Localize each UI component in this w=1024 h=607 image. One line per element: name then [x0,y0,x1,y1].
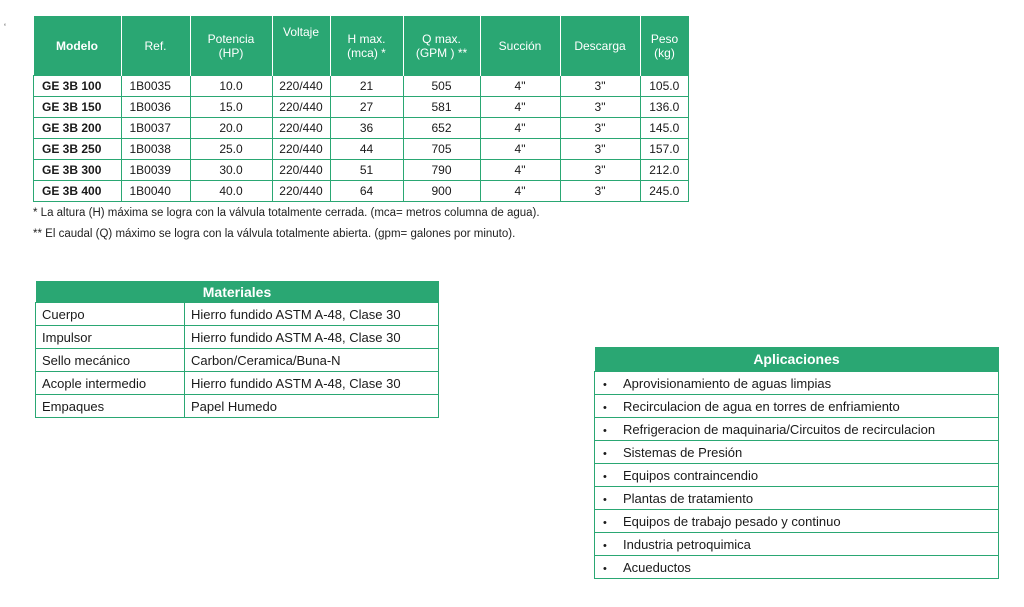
cell-ref: 1B0040 [121,181,190,202]
material-spec: Hierro fundido ASTM A-48, Clase 30 [185,372,439,395]
header-modelo: Modelo [34,16,122,76]
bullet-icon: • [603,562,607,575]
cell-descarga: 3" [560,118,640,139]
stray-mark: ‘ [4,22,6,32]
cell-q-max: 505 [403,76,480,97]
cell-h-max: 44 [330,139,403,160]
application-label: Equipos de trabajo pesado y continuo [623,513,841,529]
cell-peso: 136.0 [640,97,689,118]
material-part: Cuerpo [36,303,185,326]
cell-voltaje: 220/440 [272,139,330,160]
list-item [595,533,999,556]
cell-ref: 1B0039 [121,160,190,181]
cell-potencia: 10.0 [190,76,272,97]
cell-potencia: 25.0 [190,139,272,160]
application-label: Equipos contraincendio [623,467,759,483]
table-row [36,395,439,418]
cell-potencia: 40.0 [190,181,272,202]
cell-voltaje: 220/440 [272,181,330,202]
list-item [595,395,999,418]
table-row [34,139,689,160]
header-succion: Succión [480,16,560,76]
header-voltaje: Voltaje [272,16,330,76]
cell-potencia: 30.0 [190,160,272,181]
application-label: Refrigeracion de maquinaria/Circuitos de recirculacion [623,421,936,437]
header-descarga: Descarga [560,16,640,76]
cell-modelo: GE 3B 200 [34,118,122,139]
cell-descarga: 3" [560,139,640,160]
cell-voltaje: 220/440 [272,97,330,118]
applications-title: Aplicaciones [595,347,999,372]
table-row [36,372,439,395]
cell-peso: 212.0 [640,160,689,181]
header-h-max: H max. (mca) * [330,16,403,76]
bullet-icon: • [603,516,607,529]
material-spec: Papel Humedo [185,395,439,418]
list-item [595,487,999,510]
cell-h-max: 51 [330,160,403,181]
cell-q-max: 652 [403,118,480,139]
cell-h-max: 27 [330,97,403,118]
cell-ref: 1B0038 [121,139,190,160]
header-ref: Ref. [121,16,190,76]
cell-q-max: 790 [403,160,480,181]
cell-succion: 4" [480,76,560,97]
application-label: Aprovisionamiento de aguas limpias [623,375,832,391]
cell-voltaje: 220/440 [272,76,330,97]
table-row [36,326,439,349]
cell-modelo: GE 3B 150 [34,97,122,118]
bullet-icon: • [603,447,607,460]
table-row [34,181,689,202]
cell-peso: 145.0 [640,118,689,139]
cell-modelo: GE 3B 250 [34,139,122,160]
table-row [34,97,689,118]
header-potencia: Potencia (HP) [190,16,272,76]
material-part: Empaques [36,395,185,418]
cell-modelo: GE 3B 100 [34,76,122,97]
table-row [36,349,439,372]
footnote-q: ** El caudal (Q) máximo se logra con la válvula totalmente abierta. (gpm= galones por minuto). [33,228,516,240]
cell-voltaje: 220/440 [272,160,330,181]
materials-title: Materiales [36,281,439,303]
cell-ref: 1B0036 [121,97,190,118]
cell-descarga: 3" [560,97,640,118]
cell-peso: 105.0 [640,76,689,97]
cell-peso: 157.0 [640,139,689,160]
material-part: Sello mecánico [36,349,185,372]
bullet-icon: • [603,401,607,414]
cell-succion: 4" [480,97,560,118]
table-row [34,118,689,139]
cell-descarga: 3" [560,76,640,97]
bullet-icon: • [603,424,607,437]
cell-potencia: 20.0 [190,118,272,139]
specs-table [33,16,689,202]
bullet-icon: • [603,378,607,391]
list-item [595,464,999,487]
application-label: Industria petroquimica [623,536,751,552]
material-spec: Hierro fundido ASTM A-48, Clase 30 [185,303,439,326]
application-label: Recirculacion de agua en torres de enfriamiento [623,398,900,414]
cell-q-max: 900 [403,181,480,202]
cell-succion: 4" [480,139,560,160]
table-row [36,303,439,326]
table-row [34,160,689,181]
material-spec: Carbon/Ceramica/Buna-N [185,349,439,372]
bullet-icon: • [603,539,607,552]
footnote-h: * La altura (H) máxima se logra con la válvula totalmente cerrada. (mca= metros columna de agua). [33,207,540,219]
application-label: Acueductos [623,559,691,575]
cell-potencia: 15.0 [190,97,272,118]
cell-q-max: 581 [403,97,480,118]
list-item [595,441,999,464]
material-part: Acople intermedio [36,372,185,395]
material-part: Impulsor [36,326,185,349]
bullet-icon: • [603,493,607,506]
cell-succion: 4" [480,160,560,181]
table-row [34,76,689,97]
cell-descarga: 3" [560,181,640,202]
header-q-max: Q max. (GPM ) ** [403,16,480,76]
cell-modelo: GE 3B 300 [34,160,122,181]
cell-h-max: 36 [330,118,403,139]
bullet-icon: • [603,470,607,483]
materials-table [35,281,439,418]
material-spec: Hierro fundido ASTM A-48, Clase 30 [185,326,439,349]
applications-table [594,347,999,579]
list-item [595,556,999,579]
cell-succion: 4" [480,118,560,139]
header-peso: Peso (kg) [640,16,689,76]
specs-header-row [34,16,689,76]
cell-ref: 1B0037 [121,118,190,139]
application-label: Sistemas de Presión [623,444,743,460]
cell-h-max: 21 [330,76,403,97]
cell-voltaje: 220/440 [272,118,330,139]
application-label: Plantas de tratamiento [623,490,754,506]
cell-succion: 4" [480,181,560,202]
list-item [595,418,999,441]
cell-h-max: 64 [330,181,403,202]
list-item [595,510,999,533]
cell-modelo: GE 3B 400 [34,181,122,202]
cell-descarga: 3" [560,160,640,181]
cell-peso: 245.0 [640,181,689,202]
list-item [595,372,999,395]
cell-q-max: 705 [403,139,480,160]
cell-ref: 1B0035 [121,76,190,97]
